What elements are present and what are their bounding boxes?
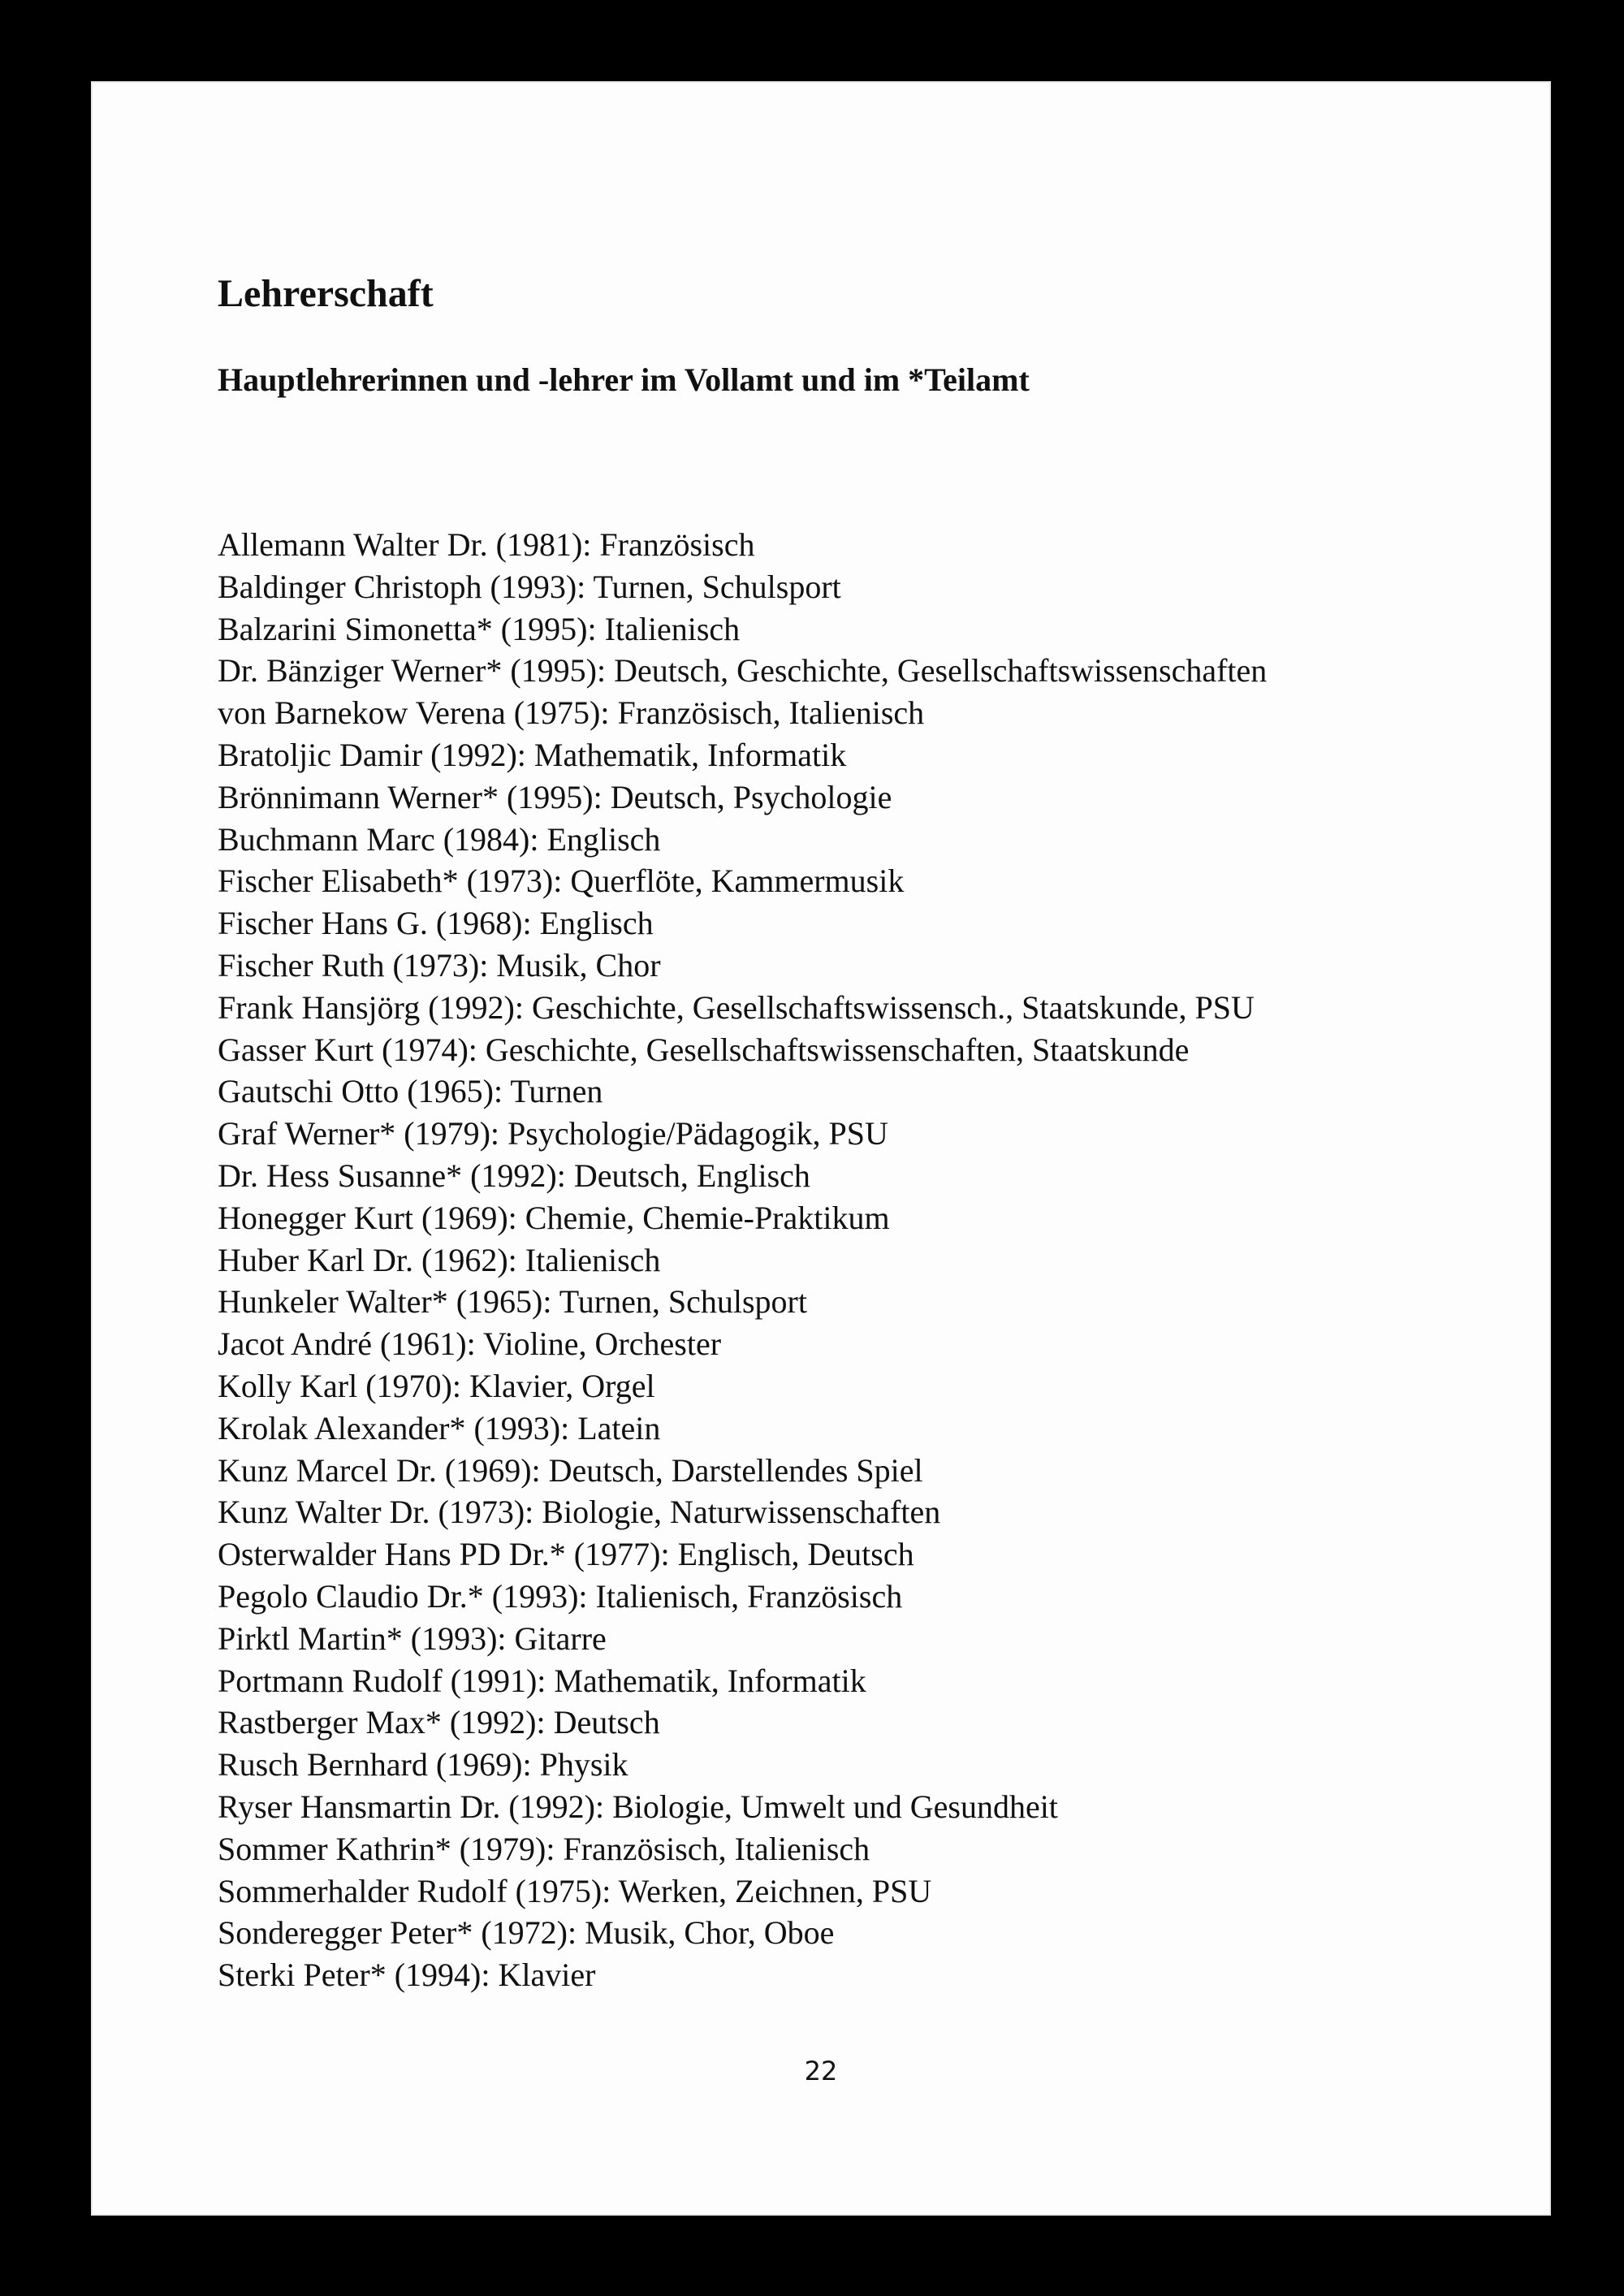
- teacher-entry: Ryser Hansmartin Dr. (1992): Biologie, Umwelt und Gesundheit: [218, 1788, 1058, 1825]
- teacher-entry: Pirktl Martin* (1993): Gitarre: [218, 1619, 607, 1657]
- teacher-entry: Baldinger Christoph (1993): Turnen, Schulsport: [218, 568, 841, 605]
- teacher-entry: Sonderegger Peter* (1972): Musik, Chor, Oboe: [218, 1914, 835, 1952]
- section-heading: Hauptlehrerinnen und -lehrer im Vollamt und im *Teilamt: [218, 361, 1030, 398]
- teacher-entry: Dr. Bänziger Werner* (1995): Deutsch, Geschichte, Gesellschaftswissenschaften: [218, 652, 1268, 690]
- teacher-entry: Sommerhalder Rudolf (1975): Werken, Zeichnen, PSU: [218, 1872, 932, 1909]
- teacher-entry: Dr. Hess Susanne* (1992): Deutsch, Englisch: [218, 1157, 810, 1194]
- teacher-entry: Fischer Elisabeth* (1973): Querflöte, Kammermusik: [218, 863, 905, 900]
- teacher-entry: Huber Karl Dr. (1962): Italienisch: [218, 1241, 661, 1278]
- teacher-entry: Portmann Rudolf (1991): Mathematik, Informatik: [218, 1662, 866, 1699]
- teacher-entry: Krolak Alexander* (1993): Latein: [218, 1409, 661, 1446]
- teacher-list: [218, 524, 1267, 1996]
- teacher-entry: Frank Hansjörg (1992): Geschichte, Gesellschaftswissensch., Staatskunde, PSU: [218, 988, 1255, 1026]
- teacher-entry: Kolly Karl (1970): Klavier, Orgel: [218, 1367, 655, 1404]
- teacher-entry: Balzarini Simonetta* (1995): Italienisch: [218, 610, 741, 647]
- page-title: Lehrerschaft: [218, 272, 434, 315]
- teacher-entry: Pegolo Claudio Dr.* (1993): Italienisch, Französisch: [218, 1577, 903, 1615]
- teacher-entry: Fischer Hans G. (1968): Englisch: [218, 905, 654, 942]
- teacher-entry: Fischer Ruth (1973): Musik, Chor: [218, 946, 661, 984]
- teacher-entry: Kunz Walter Dr. (1973): Biologie, Naturwissenschaften: [218, 1494, 941, 1531]
- teacher-entry: Rastberger Max* (1992): Deutsch: [218, 1704, 660, 1741]
- teacher-entry: Graf Werner* (1979): Psychologie/Pädagogik, PSU: [218, 1115, 888, 1152]
- teacher-entry: Hunkeler Walter* (1965): Turnen, Schulsport: [218, 1283, 807, 1321]
- teacher-entry: Allemann Walter Dr. (1981): Französisch: [218, 526, 755, 563]
- page-number: 22: [804, 2056, 838, 2086]
- teacher-entry: Gasser Kurt (1974): Geschichte, Gesellschaftswissenschaften, Staatskunde: [218, 1031, 1190, 1068]
- teacher-entry: von Barnekow Verena (1975): Französisch, Italienisch: [218, 694, 925, 732]
- teacher-entry: Jacot André (1961): Violine, Orchester: [218, 1325, 722, 1363]
- teacher-entry: Honegger Kurt (1969): Chemie, Chemie-Praktikum: [218, 1199, 890, 1236]
- teacher-entry: Sterki Peter* (1994): Klavier: [218, 1957, 596, 1994]
- teacher-entry: Buchmann Marc (1984): Englisch: [218, 820, 661, 858]
- teacher-entry: Bratoljic Damir (1992): Mathematik, Informatik: [218, 736, 847, 773]
- teacher-entry: Sommer Kathrin* (1979): Französisch, Italienisch: [218, 1830, 870, 1867]
- teacher-entry: Gautschi Otto (1965): Turnen: [218, 1073, 603, 1110]
- teacher-entry: Osterwalder Hans PD Dr.* (1977): Englisch, Deutsch: [218, 1536, 914, 1573]
- document-page: [91, 81, 1551, 2216]
- teacher-entry: Rusch Bernhard (1969): Physik: [218, 1746, 628, 1784]
- teacher-entry: Kunz Marcel Dr. (1969): Deutsch, Darstellendes Spiel: [218, 1451, 923, 1489]
- teacher-entry: Brönnimann Werner* (1995): Deutsch, Psychologie: [218, 778, 892, 815]
